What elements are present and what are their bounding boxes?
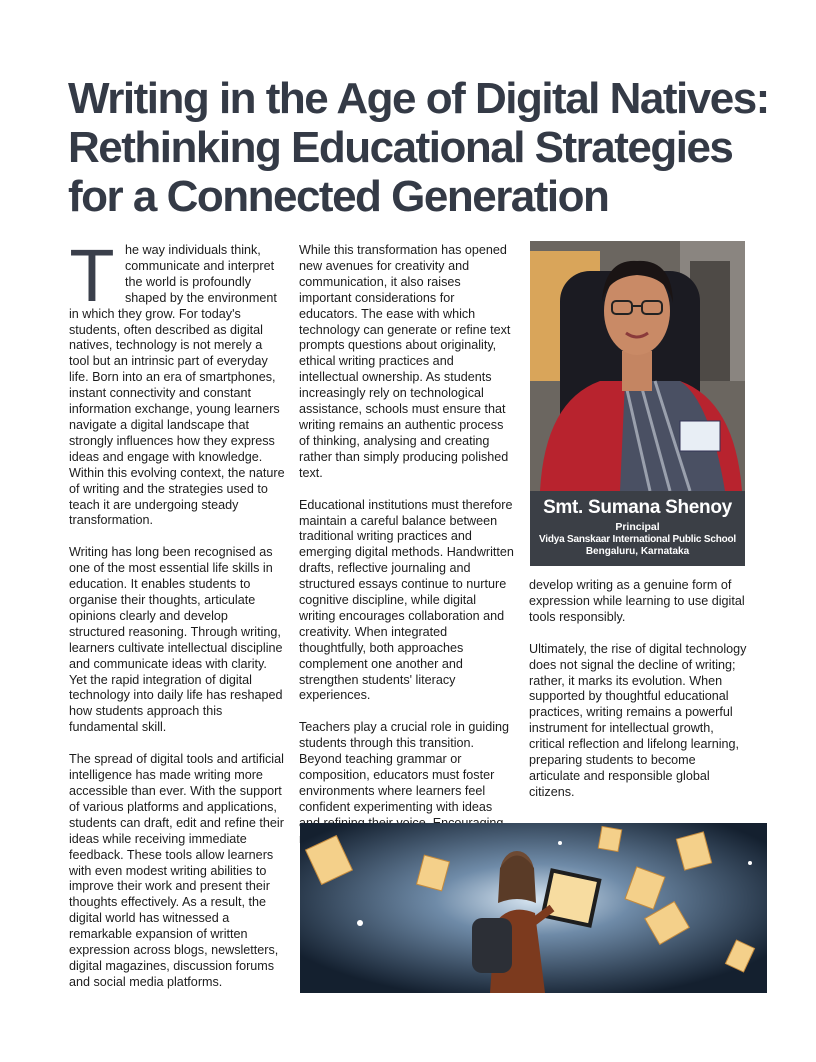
paragraph-life-skills: Writing has long been recognised as one of the most essential life skills in education. It enables students to organise their thoughts, articulate opinions clearly and develop structured reasoning. Through writing, learners cultivate intellectual discipline and communicate ideas with clarity. Yet the rapid integration of digital technology into daily life has reshaped how students approach this fundamental skill. [69,545,283,735]
drop-cap: T [69,234,115,317]
paragraph-continuation: develop writing as a genuine form of expression while learning to use digital tools responsibly. [529,578,745,624]
author-city: Bengaluru, Karnataka [585,546,690,557]
article-column-2 [299,243,515,864]
headline-line-3: for a Connected Generation [68,172,609,221]
student-floating-papers-illustration [300,823,767,993]
paragraph-conclusion: Ultimately, the rise of digital technology does not signal the decline of writing; rather, it marks its evolution. When supported by thoughtful educational practices, writing remains a powerful instrument for intellectual growth, critical reflection and lifelong learning, preparing students to become articulate and responsible global citizens. [529,641,747,799]
paragraph-intro-text: he way individuals think, communicate and interpret the world is profoundly shaped by the environment in which they grow. For today's students, often described as digital natives, technology is not merely a tool but an intrinsic part of everyday life. Born into an era of smartphones, instant connectivity and constant information exchange, young learners navigate a digital landscape that strongly influences how they express ideas and engage with knowledge. Within this evolving context, the nature of writing and the strategies used to teach it are undergoing steady transformation. [69,243,285,528]
headline-line-2: Rethinking Educational Strategies [68,123,733,172]
illustration-art [300,823,767,993]
author-photo [530,241,745,566]
paragraph-intro [69,234,285,529]
author-school: Vidya Sanskaar International Public School [538,534,737,545]
author-portrait-illustration [530,241,745,491]
paragraph-educator-considerations: While this transformation has opened new avenues for creativity and communication, it also raises important considerations for educators. The ease with which technology can generate or refine text prompts questions about originality, ethical writing practices and intellectual ownership. As students increasingly rely on technological assistance, schools must ensure that writing remains an authentic process of thinking, analysing and creating rather than simply producing polished text. [299,243,511,480]
paragraph-teachers-role: Teachers play a crucial role in guiding students through this transition. Beyond teaching grammar or composition, educators must foster environments where learners feel confident experimenting with ideas [299,720,510,814]
paragraph-digital-tools: The spread of digital tools and artificial intelligence has made writing more accessible than ever. With the support of various platforms and applications, students can draft, edit and refine their ideas while receiving immediate feedback. These tools allow learners with even modest writing abilities to improve their work and present their thoughts effectively. As a result, the digital world has witnessed a remarkable expansion of written expression across blogs, newsletters, digital magazines, discussion forums and social media platforms. [69,752,284,989]
paragraph-balance: Educational institutions must therefore maintain a careful balance between traditional writing practices and emerging digital methods. Handwritten drafts, reflective journaling and structured essays continue to nurture cognitive discipline, while digital writing encourages collaboration and creativity. When integrated thoughtfully, both approaches complement one another and strengthen students' literacy experiences. [299,497,514,703]
author-name: Smt. Sumana Shenoy [543,497,732,518]
article-column-3 [529,578,749,817]
article-column-1 [69,234,285,1007]
article-headline [68,74,768,221]
headline-line-1: Writing in the Age of Digital Natives: [68,74,769,123]
author-caption [530,491,745,566]
author-role: Principal [615,521,660,533]
